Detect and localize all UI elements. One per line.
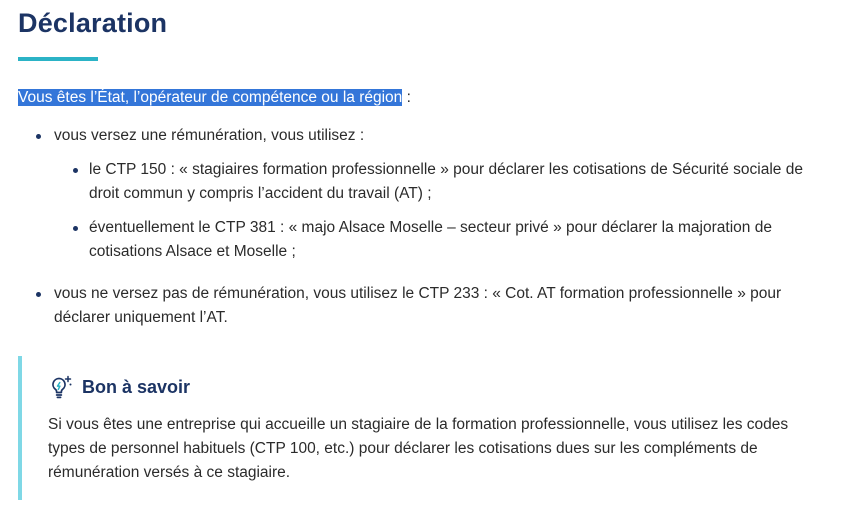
callout-title: Bon à savoir	[82, 376, 191, 397]
selected-text[interactable]: Vous êtes l’État, l’opérateur de compétence ou la région	[18, 89, 403, 106]
list-item	[0, 124, 855, 264]
info-callout	[18, 356, 812, 500]
list-item-text: vous ne versez pas de rémunération, vous utilisez le CTP 233 : « Cot. AT formation professionnelle » pour déclarer uniquement l’AT.	[54, 285, 782, 326]
lightbulb-icon	[48, 374, 74, 400]
rules-list	[0, 124, 855, 330]
sub-list-item: éventuellement le CTP 381 : « majo Alsace Moselle – secteur privé » pour déclarer la majoration de cotisations Alsace et Moselle ;	[54, 216, 831, 264]
intro-paragraph	[18, 86, 411, 110]
page-title: Déclaration	[18, 8, 168, 38]
sub-list	[54, 158, 831, 264]
callout-header	[48, 374, 190, 400]
title-underline	[18, 57, 98, 61]
list-item	[0, 282, 855, 330]
intro-suffix: :	[402, 89, 411, 106]
list-item-text: vous versez une rémunération, vous utilisez :	[54, 127, 365, 144]
callout-body: Si vous êtes une entreprise qui accueille un stagiaire de la formation professionnelle, vous utilisez les codes types de personnel habituels (CTP 100, etc.) pour déclarer les cotisations dues sur les compléments de rémunération versés à ce stagiaire.	[48, 416, 789, 481]
sub-list-item: le CTP 150 : « stagiaires formation professionnelle » pour déclarer les cotisations de Sécurité sociale de droit commun y compris l’accident du travail (AT) ;	[54, 158, 831, 206]
